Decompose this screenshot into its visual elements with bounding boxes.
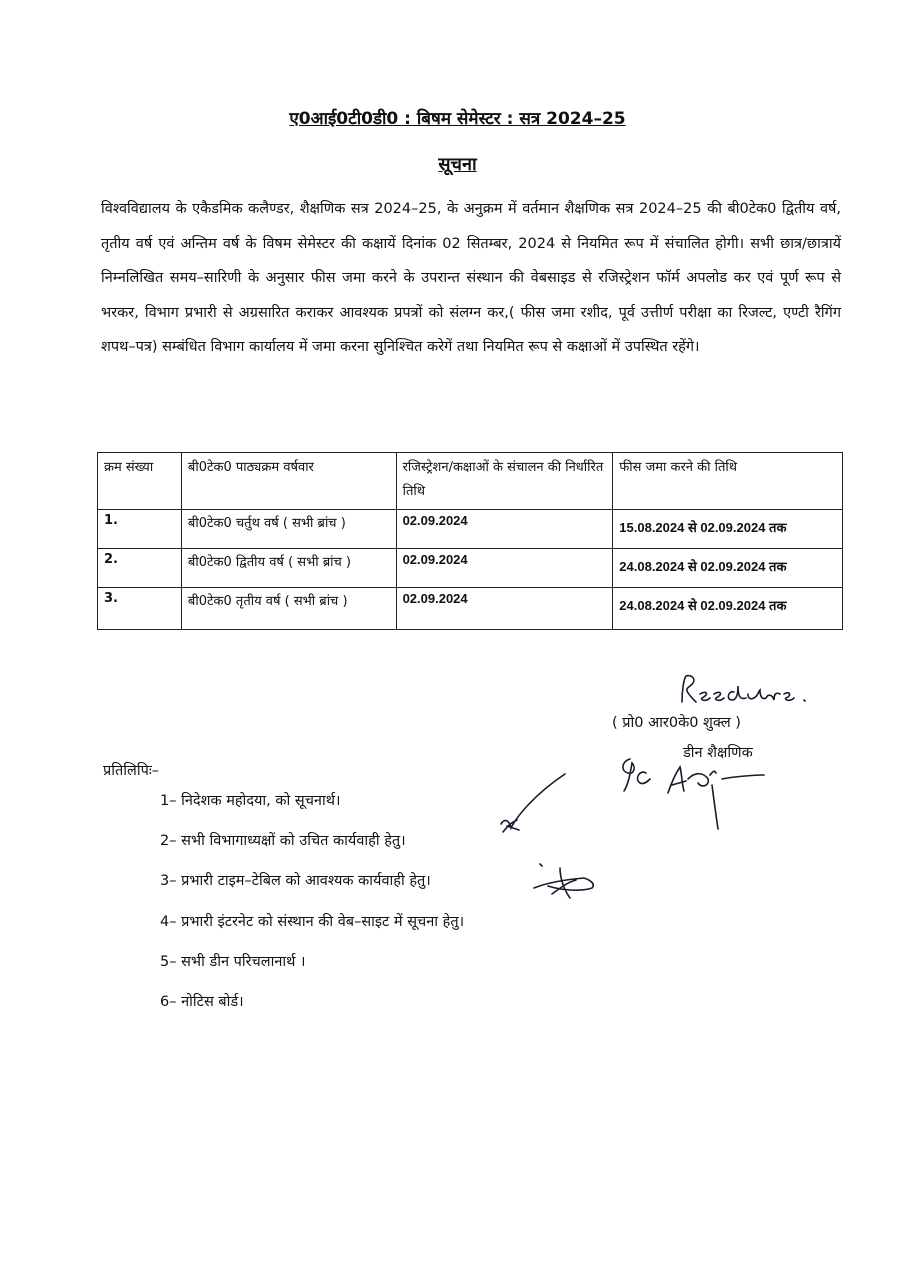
row-fee-date: 24.08.2024 से 02.09.2024 तक [613, 588, 843, 630]
notice-body: विश्वविद्यालय के एकैडमिक कलैण्डर, शैक्षणिक सत्र 2024–25, के अनुक्रम में वर्तमान शैक्षणिक सत्र 2024–25 की बी0टेक0 द्वितीय वर्ष, तृतीय वर्ष एवं अन्तिम वर्ष के विषम सेमेस्टर की कक्षायें दिनांक 02 सितम्बर, 2024 से नियमित रूप में संचालित होगी। सभी छात्र/छात्रायें निम्नलिखित समय–सारिणी के अनुसार फीस जमा करने के उपरान्त संस्थान की वेबसाइड से रजिस्ट्रेशन फॉर्म अपलोड कर एवं पूर्ण रूप से भरकर, विभाग प्रभारी से अग्रसारित कराकर आवश्यक प्रपत्रों को संलग्न कर,( फीस जमा रशीद, पूर्व उत्तीर्ण परीक्षा का रिजल्ट, एण्टी रैगिंग शपथ–पत्र) सम्बंधित विभाग कार्यालय में जमा करना सुनिश्चित करेगें तथा नियमित रूप से कक्षाओं में उपस्थित रहेंगे। [101, 201, 841, 355]
header-registration-date: रजिस्ट्रेशन/कक्षाओं के संचालन की निर्धारित तिथि [396, 453, 613, 510]
notice-subheading: सूचना [438, 154, 477, 175]
signatory-designation: डीन शैक्षणिक [683, 745, 753, 761]
row-serial: 3. [98, 588, 182, 630]
copy-to-item: 6– नोटिस बोर्ड। [160, 994, 244, 1010]
table-row [98, 588, 843, 630]
endorsement-initials [612, 745, 772, 835]
dean-signature [676, 672, 816, 712]
row-registration-date: 02.09.2024 [396, 510, 613, 549]
row-course: बी0टेक0 चर्तुथ वर्ष ( सभी ब्रांच ) [181, 510, 396, 549]
notice-heading: ए0आई0टी0डी0 : बिषम सेमेस्टर : सत्र 2024–25 [289, 109, 626, 129]
tick-mark [495, 772, 575, 842]
row-serial: 2. [98, 549, 182, 588]
signatory-name: ( प्रो0 आर0के0 शुक्ल ) [612, 715, 741, 731]
row-fee-date: 15.08.2024 से 02.09.2024 तक [613, 510, 843, 549]
row-course: बी0टेक0 तृतीय वर्ष ( सभी ब्रांच ) [181, 588, 396, 630]
copy-to-item: 2– सभी विभागाध्यक्षों को उचित कार्यवाही हेतु। [160, 833, 406, 849]
copy-to-item: 1– निदेशक महोदया, को सूचनार्थ। [160, 793, 341, 809]
schedule-table [97, 452, 843, 630]
row-fee-date: 24.08.2024 से 02.09.2024 तक [613, 549, 843, 588]
row-serial: 1. [98, 510, 182, 549]
initial-mark [530, 858, 610, 908]
copy-to-item: 4– प्रभारी इंटरनेट को संस्थान की वेब–साइट में सूचना हेतु। [160, 914, 465, 930]
row-registration-date: 02.09.2024 [396, 588, 613, 630]
table-header-row [98, 453, 843, 510]
copy-to-item: 5– सभी डीन परिचलानार्थ । [160, 954, 306, 970]
header-fee-date: फीस जमा करने की तिथि [613, 453, 843, 510]
table-row [98, 549, 843, 588]
row-registration-date: 02.09.2024 [396, 549, 613, 588]
copy-to-label: प्रतिलिपिः– [103, 763, 160, 779]
header-course: बी0टेक0 पाठ्यक्रम वर्षवार [181, 453, 396, 510]
copy-to-item: 3– प्रभारी टाइम–टेबिल को आवश्यक कार्यवाही हेतु। [160, 873, 431, 889]
table-row [98, 510, 843, 549]
row-course: बी0टेक0 द्वितीय वर्ष ( सभी ब्रांच ) [181, 549, 396, 588]
header-serial: क्रम संख्या [98, 453, 182, 510]
